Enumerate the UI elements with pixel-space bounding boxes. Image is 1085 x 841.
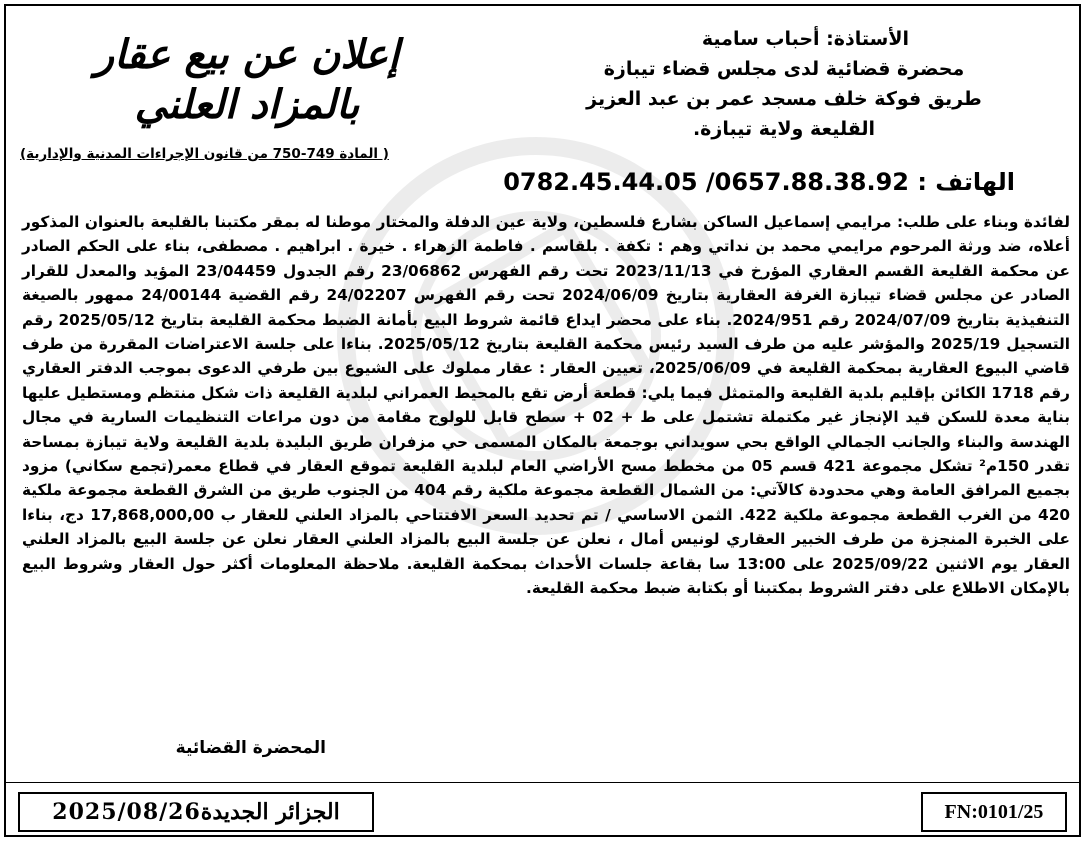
announcement-body: لفائدة وبناء على طلب: مرايمي إسماعيل الساكن بشارع فلسطين، ولاية عين الدفلة والمختار موطنا له بمقر مكتبنا بالقليعة بالعنوان المذكور أعلاه، ضد ورثة المرحوم مرايمي محمد بن نداتي وهم : تكفة . بلقاسم . فاطمة الزهراء . خيرة . ابراهيم . مصطفى، بناء على الحكم الصادر عن محكمة القليعة القسم العقاري المؤرخ في 2023/11/13 تحت رقم الفهرس 23/06862 رقم الجدول 23/04459 المؤيد والمعدل للقرار الصادر عن مجلس قضاء تيبازة الغرفة العقارية بتاريخ 2024/06/09 تحت رقم الفهرس 24/02207 رقم القضية 24/00144 ممهور بالصيغة التنفيذية بتاريخ 2024/07/09 رقم 2024/951. بناء على محضر ايداع قائمة شروط البيع بأمانة الضبط محكمة القليعة بتاريخ 2025/05/12 رقم التسجيل 2025/19 والمؤشر عليه من طرف السيد رئيس محكمة القليعة بتاريخ 2025/05/12. بناءا على جلسة الاعتراضات المقررة من طرف قاضي البيوع العقارية بمحكمة القليعة في 2025/06/09، تعيين العقار : عقار مملوك على الشيوع بين طرفي الدعوى بموجب الدفتر العقاري رقم 1718 الكائن بإقليم بلدية القليعة والمتمثل فيما يلي: قطعة أرض تقع بالمحيط العمراني لبلدية القليعة ذات شكل منتظم ومستطيل عليها بناية معدة للسكن قيد الإنجاز غير مكتملة تشتمل على ط + 02 + سطح قابل للولوج مقامة من دون مراعات التنظيمات السارية في مجال الهندسة والبناء والجانب الجمالي الواقع بحي سويداني بوجمعة بالمكان المسمى حي مزفران طريق البليدة بلدية القليعة ولاية تيبازة بمساحة تقدر 150م² تشكل مجموعة 421 قسم 05 من مخطط مسح الأراضي العام لبلدية القليعة تموقع العقار في قطاع معمر(تجمع سكاني) مزود بجميع المرافق العامة وهي محدودة كالآتي: من الشمال القطعة مجموعة ملكية رقم 404 من الجنوب طريق من الشرق القطعة مجموعة ملكية 420 من الغرب القطعة مجموعة ملكية 422. الثمن الاساسي / تم تحديد السعر الافتتاحي بالمزاد العلني للعقار ب 17,868,000,00 دج، بناءا على الخبرة المنجزة من طرف الخبير العقاري لونيس أمال ، نعلن عن جلسة البيع بالمزاد العلني العقار نعلن عن جلسة البيع بالمزاد العلني العقار يوم الاثنين 2025/09/22 على 13:00 سا بقاعة جلسات الأحداث بمحكمة القليعة. ملاحظة المعلومات أكثر حول العقار وشروط البيع بالإمكان الاطلاع على دفتر الشروط بمكتبنا أو بكتابة ضبط محكمة القليعة. [22, 213, 1070, 598]
address-line-2: القليعة ولاية تيبازة. [692, 118, 876, 140]
fn-code: FN:0101/25 [944, 800, 1044, 823]
announcement-title [22, 30, 472, 130]
announcement-frame [4, 4, 1081, 837]
bailiff-name: الأستاذة: أحباب سامية [701, 28, 909, 50]
phone-label: الهاتف : [909, 168, 1015, 196]
address-line-1: طريق فوكة خلف مسجد عمر بن عبد العزيز [586, 88, 982, 110]
bailiff-header [549, 24, 1019, 144]
bailiff-office: محضرة قضائية لدى مجلس قضاء تيبازة [603, 58, 965, 80]
fn-code-box [921, 792, 1067, 832]
footer-divider [6, 782, 1079, 783]
signature: المحضرة القضائية [175, 738, 326, 758]
legal-reference: ( المادة 749-750 من قانون الإجراءات المدنية والإدارية) [20, 146, 389, 162]
publication-box [18, 792, 374, 832]
newspaper-name: الجزائر الجديدة [200, 799, 340, 825]
title-line-2: بالمزاد العلني [134, 81, 360, 128]
phone-line [495, 168, 1015, 196]
title-line-1: إعلان عن بيع عقار [94, 31, 400, 78]
publication-date: 2025/08/26 [52, 799, 201, 825]
phone-numbers: 0782.45.44.05 /0657.88.38.92 [503, 168, 909, 196]
